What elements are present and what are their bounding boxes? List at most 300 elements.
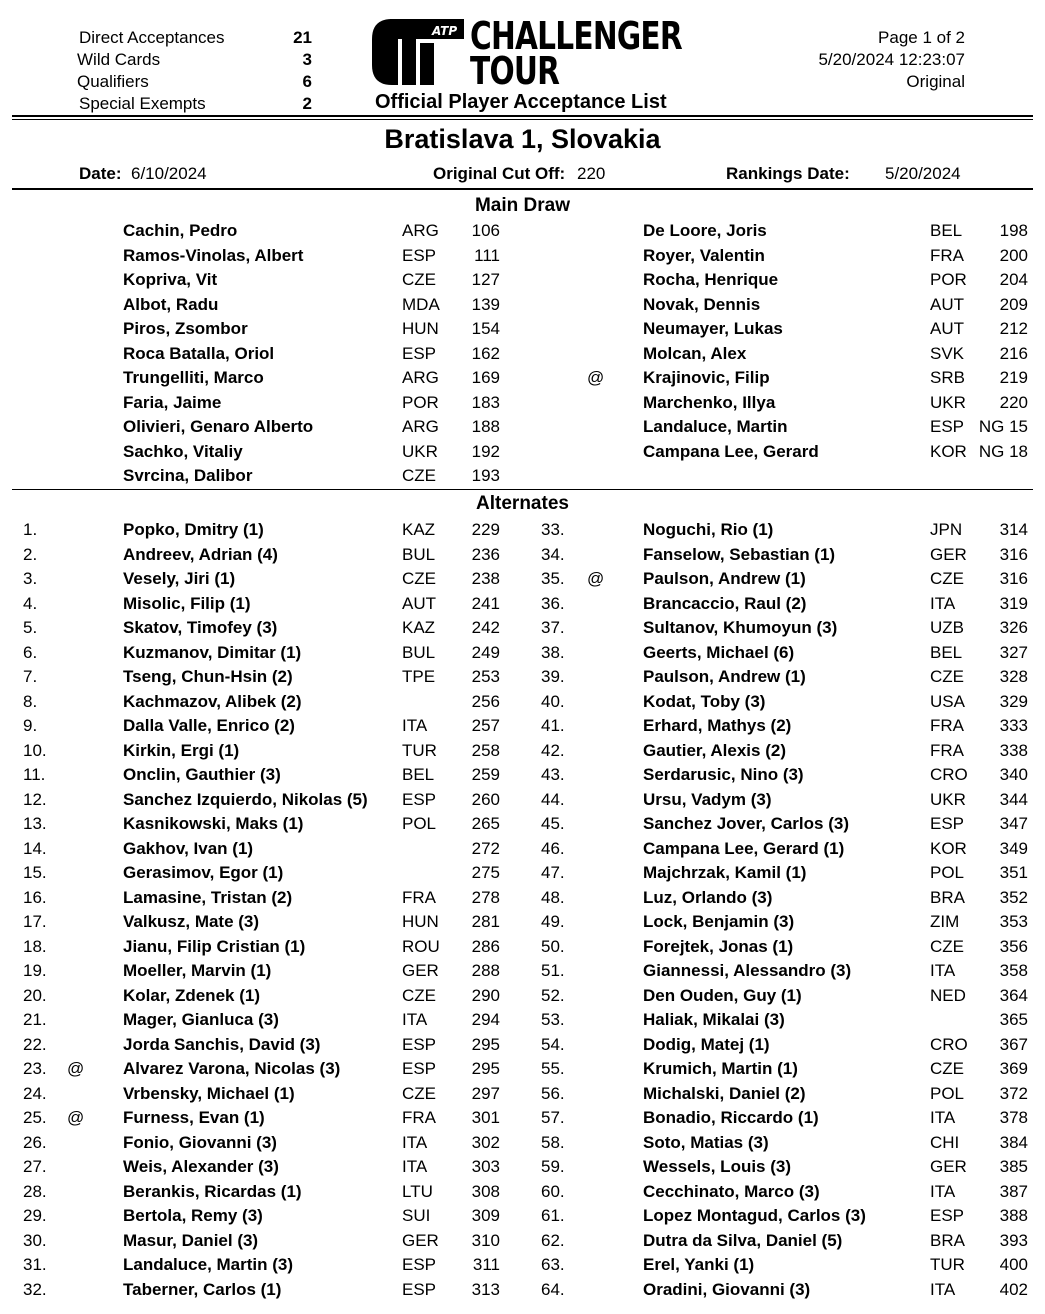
entry-number: 34. bbox=[541, 544, 565, 564]
entry-number: 21. bbox=[23, 1010, 47, 1029]
player-row bbox=[0, 543, 1045, 567]
player-row bbox=[0, 1229, 1045, 1253]
player-name: Bertola, Remy (3) bbox=[123, 1206, 263, 1225]
player-country: SUI bbox=[402, 1206, 431, 1225]
entry-number: 53. bbox=[541, 1010, 565, 1029]
player-row bbox=[0, 1253, 1045, 1277]
player-name: Taberner, Carlos (1) bbox=[123, 1279, 282, 1299]
player-rank: 327 bbox=[999, 642, 1028, 662]
player-row bbox=[0, 518, 1045, 542]
player-row bbox=[0, 1180, 1045, 1204]
player-row bbox=[0, 812, 1045, 836]
player-name: Geerts, Michael (6) bbox=[643, 642, 795, 662]
player-name: Paulson, Andrew (1) bbox=[643, 667, 806, 686]
player-row bbox=[0, 1008, 1045, 1032]
player-rank: 198 bbox=[999, 221, 1028, 240]
player-country: ITA bbox=[402, 1157, 428, 1176]
player-rank: 275 bbox=[471, 863, 500, 882]
player-name: Vrbensky, Michael (1) bbox=[123, 1083, 295, 1103]
logo-word-challenger: CHALLENGER bbox=[470, 14, 682, 58]
player-name: Den Ouden, Guy (1) bbox=[643, 985, 802, 1005]
player-row bbox=[0, 1106, 1045, 1130]
player-row bbox=[0, 739, 1045, 763]
player-row bbox=[0, 1204, 1045, 1228]
player-row bbox=[0, 415, 1045, 439]
player-rank: 340 bbox=[999, 765, 1028, 784]
player-country: POL bbox=[930, 1083, 965, 1103]
player-name: Oradini, Giovanni (3) bbox=[643, 1279, 811, 1299]
player-country: AUT bbox=[402, 593, 436, 613]
player-name: Kasnikowski, Maks (1) bbox=[123, 814, 304, 833]
player-name: Forejtek, Jonas (1) bbox=[643, 936, 794, 956]
player-rank: 288 bbox=[471, 961, 500, 980]
player-rank: 216 bbox=[999, 343, 1028, 363]
player-name: Marchenko, Illya bbox=[643, 392, 776, 412]
player-name: Skatov, Timofey (3) bbox=[123, 618, 278, 637]
player-country: BRA bbox=[930, 887, 965, 907]
entry-flag: @ bbox=[587, 368, 605, 387]
player-country: ESP bbox=[402, 245, 437, 265]
entry-number: 45. bbox=[541, 814, 565, 833]
player-name: Sachko, Vitaliy bbox=[123, 441, 243, 461]
player-name: Noguchi, Rio (1) bbox=[643, 520, 774, 539]
player-row bbox=[0, 1033, 1045, 1057]
player-country: KOR bbox=[930, 838, 967, 858]
player-name: Campana Lee, Gerard bbox=[643, 441, 819, 461]
player-country: ESP bbox=[402, 1059, 437, 1078]
player-rank: 257 bbox=[471, 716, 500, 735]
player-row bbox=[0, 342, 1045, 366]
player-country: NED bbox=[930, 985, 966, 1005]
player-rank: 311 bbox=[472, 1255, 500, 1274]
player-country: BUL bbox=[402, 642, 436, 662]
document-subtitle: Official Player Acceptance List bbox=[375, 91, 667, 113]
player-rank: 308 bbox=[471, 1181, 500, 1201]
player-rank: 347 bbox=[999, 814, 1028, 833]
rankings-date-label: Rankings Date: bbox=[726, 164, 850, 183]
logo-atp-text: ATP bbox=[432, 24, 458, 38]
player-rank: 393 bbox=[999, 1230, 1028, 1250]
player-name: Ursu, Vadym (3) bbox=[643, 789, 772, 809]
entry-number: 25. bbox=[23, 1108, 47, 1127]
player-row bbox=[0, 219, 1045, 243]
player-name: Moeller, Marvin (1) bbox=[123, 961, 272, 980]
player-country: ARG bbox=[402, 417, 439, 436]
tournament-title: Bratislava 1, Slovakia bbox=[384, 124, 661, 154]
player-country: ITA bbox=[930, 1279, 956, 1299]
player-country: UZB bbox=[930, 618, 964, 637]
player-name: Onclin, Gauthier (3) bbox=[123, 765, 281, 784]
player-rank: 139 bbox=[471, 294, 500, 314]
player-name: Wessels, Louis (3) bbox=[643, 1157, 792, 1176]
player-rank: 265 bbox=[471, 814, 500, 833]
player-country: ITA bbox=[402, 1132, 428, 1152]
player-name: Svrcina, Dalibor bbox=[123, 466, 253, 485]
entry-number: 29. bbox=[23, 1206, 47, 1225]
player-name: Kuzmanov, Dimitar (1) bbox=[123, 642, 302, 662]
entry-number: 7. bbox=[23, 667, 38, 686]
player-country: SRB bbox=[930, 368, 965, 387]
player-name: Sanchez Izquierdo, Nikolas (5) bbox=[123, 789, 368, 809]
player-rank: 236 bbox=[471, 544, 500, 564]
entry-number: 9. bbox=[23, 716, 38, 735]
player-name: Jianu, Filip Cristian (1) bbox=[123, 936, 306, 956]
player-row bbox=[0, 592, 1045, 616]
player-rank: 367 bbox=[999, 1034, 1028, 1054]
player-name: Soto, Matias (3) bbox=[643, 1132, 769, 1152]
player-row bbox=[0, 665, 1045, 689]
player-country: UKR bbox=[930, 789, 966, 809]
player-rank: 400 bbox=[999, 1255, 1028, 1274]
player-name: Trungelliti, Marco bbox=[123, 368, 264, 387]
player-country: CZE bbox=[402, 569, 436, 588]
player-name: Rocha, Henrique bbox=[643, 270, 779, 289]
player-name: Piros, Zsombor bbox=[123, 319, 248, 338]
player-name: Giannessi, Alessandro (3) bbox=[643, 961, 852, 980]
entry-number: 51. bbox=[541, 961, 565, 980]
entry-number: 11. bbox=[23, 765, 46, 784]
player-name: Krajinovic, Filip bbox=[643, 368, 770, 387]
player-rank: 333 bbox=[999, 716, 1028, 735]
player-row bbox=[0, 1155, 1045, 1179]
date-value: 6/10/2024 bbox=[131, 164, 207, 183]
entry-number: 19. bbox=[23, 961, 47, 980]
player-rank: 387 bbox=[999, 1181, 1028, 1201]
player-rank: NG 15 bbox=[978, 417, 1028, 436]
player-country: ESP bbox=[402, 1255, 437, 1274]
player-country: ARG bbox=[402, 221, 439, 240]
summary-value-direct: 21 bbox=[293, 28, 312, 47]
player-country: POL bbox=[930, 863, 965, 882]
entry-number: 63. bbox=[541, 1255, 565, 1274]
player-row bbox=[0, 567, 1045, 591]
player-rank: 316 bbox=[999, 569, 1028, 588]
player-rank: 111 bbox=[474, 245, 500, 265]
player-rank: 258 bbox=[471, 740, 500, 760]
player-country: ITA bbox=[402, 716, 428, 735]
player-rank: 162 bbox=[471, 343, 500, 363]
player-rank: 358 bbox=[999, 961, 1028, 980]
player-row bbox=[0, 293, 1045, 317]
player-row bbox=[0, 935, 1045, 959]
player-rank: 378 bbox=[999, 1108, 1028, 1127]
entry-number: 44. bbox=[541, 789, 565, 809]
player-name: Lamasine, Tristan (2) bbox=[123, 887, 293, 907]
player-country: MDA bbox=[402, 294, 440, 314]
player-name: Dutra da Silva, Daniel (5) bbox=[643, 1230, 843, 1250]
player-country: POR bbox=[402, 392, 439, 412]
entry-number: 31. bbox=[23, 1255, 47, 1274]
cutoff-value: 220 bbox=[577, 164, 606, 183]
entry-number: 64. bbox=[541, 1279, 565, 1299]
player-rank: 219 bbox=[999, 368, 1028, 387]
player-country: CZE bbox=[402, 466, 436, 485]
player-name: Michalski, Daniel (2) bbox=[643, 1083, 806, 1103]
player-rank: 193 bbox=[471, 466, 500, 485]
player-rank: 295 bbox=[471, 1059, 500, 1078]
player-rank: 303 bbox=[471, 1157, 500, 1176]
player-country: ESP bbox=[402, 1279, 437, 1299]
player-name: Campana Lee, Gerard (1) bbox=[643, 838, 845, 858]
entry-number: 58. bbox=[541, 1132, 565, 1152]
player-rank: 256 bbox=[471, 691, 500, 711]
player-name: Novak, Dennis bbox=[643, 294, 761, 314]
player-rank: 316 bbox=[999, 544, 1028, 564]
player-name: Tseng, Chun-Hsin (2) bbox=[123, 667, 293, 686]
logo-word-tour: TOUR bbox=[470, 49, 560, 93]
player-name: Olivieri, Genaro Alberto bbox=[123, 417, 314, 436]
player-rank: 127 bbox=[471, 270, 500, 289]
player-name: Cachin, Pedro bbox=[123, 221, 238, 240]
player-rank: 365 bbox=[999, 1010, 1028, 1029]
entry-flag: @ bbox=[587, 569, 605, 588]
player-rank: 352 bbox=[999, 887, 1028, 907]
summary-label-wildcards: Wild Cards bbox=[77, 50, 161, 69]
player-country: FRA bbox=[930, 740, 964, 760]
player-rank: 329 bbox=[999, 691, 1028, 711]
player-country: CZE bbox=[402, 1083, 436, 1103]
player-country: CZE bbox=[402, 270, 436, 289]
player-country: ESP bbox=[402, 1034, 437, 1054]
player-rank: 278 bbox=[471, 887, 500, 907]
player-country: ITA bbox=[930, 593, 956, 613]
player-country: USA bbox=[930, 691, 965, 711]
player-name: Dodig, Matej (1) bbox=[643, 1034, 770, 1054]
entry-flag: @ bbox=[67, 1108, 85, 1127]
rankings-date-value: 5/20/2024 bbox=[885, 164, 961, 183]
player-country: GER bbox=[930, 1157, 967, 1176]
player-rank: 209 bbox=[999, 294, 1028, 314]
entry-number: 38. bbox=[541, 642, 565, 662]
player-name: Gerasimov, Egor (1) bbox=[123, 863, 284, 882]
player-rank: 302 bbox=[471, 1132, 500, 1152]
player-name: Kodat, Toby (3) bbox=[643, 691, 766, 711]
player-country: BEL bbox=[402, 765, 435, 784]
player-rank: 295 bbox=[471, 1034, 500, 1054]
entry-number: 57. bbox=[541, 1108, 565, 1127]
header-rule-bottom bbox=[12, 119, 1033, 120]
player-name: Lock, Benjamin (3) bbox=[643, 912, 795, 931]
player-row bbox=[0, 1131, 1045, 1155]
summary-label-special: Special Exempts bbox=[79, 94, 206, 113]
player-country: TUR bbox=[402, 740, 437, 760]
player-country: ESP bbox=[930, 417, 965, 436]
player-country: CHI bbox=[930, 1132, 960, 1152]
player-rank: 353 bbox=[999, 912, 1028, 931]
entry-number: 10. bbox=[23, 740, 47, 760]
player-name: Gakhov, Ivan (1) bbox=[123, 838, 254, 858]
date-rule bbox=[12, 188, 1033, 190]
player-rank: 326 bbox=[999, 618, 1028, 637]
player-country: LTU bbox=[402, 1181, 433, 1201]
player-rank: 310 bbox=[471, 1230, 500, 1250]
player-name: Andreev, Adrian (4) bbox=[123, 544, 278, 564]
player-country: HUN bbox=[402, 912, 439, 931]
player-country: BEL bbox=[930, 221, 963, 240]
summary-value-special: 2 bbox=[302, 94, 312, 113]
player-name: Weis, Alexander (3) bbox=[123, 1157, 279, 1176]
player-rank: 212 bbox=[999, 319, 1028, 338]
player-rank: 229 bbox=[471, 520, 500, 539]
player-row bbox=[0, 690, 1045, 714]
entry-number: 27. bbox=[23, 1157, 47, 1176]
player-country: POL bbox=[402, 814, 437, 833]
document-status: Original bbox=[906, 72, 965, 91]
entry-number: 33. bbox=[541, 520, 565, 539]
entry-number: 8. bbox=[23, 691, 38, 711]
player-name: Royer, Valentin bbox=[643, 245, 765, 265]
entry-number: 59. bbox=[541, 1157, 565, 1176]
player-rank: 338 bbox=[999, 740, 1028, 760]
player-country: ROU bbox=[402, 936, 440, 956]
player-name: Kachmazov, Alibek (2) bbox=[123, 691, 302, 711]
player-name: Lopez Montagud, Carlos (3) bbox=[643, 1206, 866, 1225]
player-rank: 290 bbox=[471, 985, 500, 1005]
player-rank: 169 bbox=[471, 368, 500, 387]
player-row bbox=[0, 1082, 1045, 1106]
entry-number: 61. bbox=[541, 1206, 565, 1225]
player-row bbox=[0, 366, 1045, 390]
entry-number: 24. bbox=[23, 1083, 47, 1103]
player-rank: 259 bbox=[471, 765, 500, 784]
player-name: Haliak, Mikalai (3) bbox=[643, 1010, 785, 1029]
player-country: CZE bbox=[930, 1059, 964, 1078]
player-name: Bonadio, Riccardo (1) bbox=[643, 1108, 819, 1127]
player-name: Roca Batalla, Oriol bbox=[123, 343, 275, 363]
player-rank: 356 bbox=[999, 936, 1028, 956]
player-name: Kopriva, Vit bbox=[123, 270, 218, 289]
entry-number: 18. bbox=[23, 936, 47, 956]
player-country: KOR bbox=[930, 441, 967, 461]
player-country: CZE bbox=[930, 936, 964, 956]
player-country: FRA bbox=[930, 245, 964, 265]
player-name: Albot, Radu bbox=[123, 294, 219, 314]
player-rank: 286 bbox=[471, 936, 500, 956]
player-row bbox=[0, 440, 1045, 464]
entry-number: 39. bbox=[541, 667, 565, 686]
entry-number: 49. bbox=[541, 912, 565, 931]
player-name: Brancaccio, Raul (2) bbox=[643, 593, 807, 613]
player-name: Erhard, Mathys (2) bbox=[643, 716, 792, 735]
player-row bbox=[0, 861, 1045, 885]
player-name: Molcan, Alex bbox=[643, 343, 747, 363]
entry-number: 50. bbox=[541, 936, 565, 956]
player-country: AUT bbox=[930, 294, 964, 314]
entry-number: 13. bbox=[23, 814, 47, 833]
entry-number: 23. bbox=[23, 1059, 47, 1078]
player-rank: 272 bbox=[471, 838, 500, 858]
entry-number: 6. bbox=[23, 642, 38, 662]
player-country: JPN bbox=[930, 520, 963, 539]
header-rule-top bbox=[12, 115, 1033, 117]
entry-number: 12. bbox=[23, 789, 47, 809]
entry-number: 52. bbox=[541, 985, 565, 1005]
player-country: ARG bbox=[402, 368, 439, 387]
player-rank: 249 bbox=[471, 642, 500, 662]
page-number: Page 1 of 2 bbox=[878, 28, 965, 47]
player-country: CZE bbox=[402, 985, 436, 1005]
player-rank: 388 bbox=[999, 1206, 1028, 1225]
entry-number: 41. bbox=[541, 716, 565, 735]
player-country: GER bbox=[402, 1230, 439, 1250]
player-name: Kirkin, Ergi (1) bbox=[123, 740, 240, 760]
player-country: CRO bbox=[930, 1034, 968, 1054]
player-rank: 297 bbox=[471, 1083, 500, 1103]
entry-number: 60. bbox=[541, 1181, 565, 1201]
player-country: POR bbox=[930, 270, 967, 289]
player-name: Cecchinato, Marco (3) bbox=[643, 1181, 820, 1201]
player-rank: 364 bbox=[999, 985, 1028, 1005]
player-country: SVK bbox=[930, 343, 965, 363]
player-row bbox=[0, 641, 1045, 665]
player-name: Sultanov, Khumoyun (3) bbox=[643, 618, 838, 637]
section-divider bbox=[12, 489, 1033, 490]
player-row bbox=[0, 837, 1045, 861]
player-name: Landaluce, Martin (3) bbox=[123, 1255, 294, 1274]
entry-number: 4. bbox=[23, 593, 38, 613]
player-rank: 328 bbox=[999, 667, 1028, 686]
player-country: CZE bbox=[930, 667, 964, 686]
entry-number: 30. bbox=[23, 1230, 47, 1250]
player-rank: 319 bbox=[999, 593, 1028, 613]
player-name: Serdarusic, Nino (3) bbox=[643, 765, 804, 784]
entry-number: 20. bbox=[23, 985, 47, 1005]
player-name: Valkusz, Mate (3) bbox=[123, 912, 260, 931]
player-rank: 204 bbox=[999, 270, 1028, 289]
player-country: BUL bbox=[402, 544, 436, 564]
player-rank: 384 bbox=[999, 1132, 1028, 1152]
player-row bbox=[0, 268, 1045, 292]
player-country: ESP bbox=[402, 789, 437, 809]
player-row bbox=[0, 959, 1045, 983]
player-name: Masur, Daniel (3) bbox=[123, 1230, 259, 1250]
player-row bbox=[0, 910, 1045, 934]
alternates-heading: Alternates bbox=[476, 493, 569, 514]
player-rank: 369 bbox=[999, 1059, 1028, 1078]
player-rank: 314 bbox=[999, 520, 1028, 539]
player-row bbox=[0, 244, 1045, 268]
date-label: Date: bbox=[79, 164, 122, 183]
player-rank: 309 bbox=[471, 1206, 500, 1225]
player-row bbox=[0, 616, 1045, 640]
player-row bbox=[0, 788, 1045, 812]
player-country: ESP bbox=[402, 343, 437, 363]
player-country: CZE bbox=[930, 569, 964, 588]
entry-number: 36. bbox=[541, 593, 565, 613]
player-row bbox=[0, 714, 1045, 738]
entry-number: 5. bbox=[23, 618, 38, 637]
player-name: Berankis, Ricardas (1) bbox=[123, 1181, 302, 1201]
entry-number: 2. bbox=[23, 544, 38, 564]
player-row bbox=[0, 464, 1045, 488]
entry-number: 40. bbox=[541, 691, 565, 711]
entry-number: 56. bbox=[541, 1083, 565, 1103]
player-rank: 385 bbox=[999, 1157, 1028, 1176]
entry-flag: @ bbox=[67, 1059, 85, 1078]
player-name: Ramos-Vinolas, Albert bbox=[123, 245, 304, 265]
player-country: TPE bbox=[402, 667, 436, 686]
player-country: HUN bbox=[402, 319, 439, 338]
player-country: ITA bbox=[402, 1010, 428, 1029]
entry-number: 14. bbox=[23, 838, 47, 858]
player-name: Popko, Dmitry (1) bbox=[123, 520, 264, 539]
main-draw-heading: Main Draw bbox=[474, 195, 571, 216]
player-rank: 402 bbox=[999, 1279, 1028, 1299]
player-rank: 349 bbox=[999, 838, 1028, 858]
player-rank: 106 bbox=[471, 221, 500, 240]
player-name: Luz, Orlando (3) bbox=[643, 887, 773, 907]
entry-number: 16. bbox=[23, 887, 47, 907]
